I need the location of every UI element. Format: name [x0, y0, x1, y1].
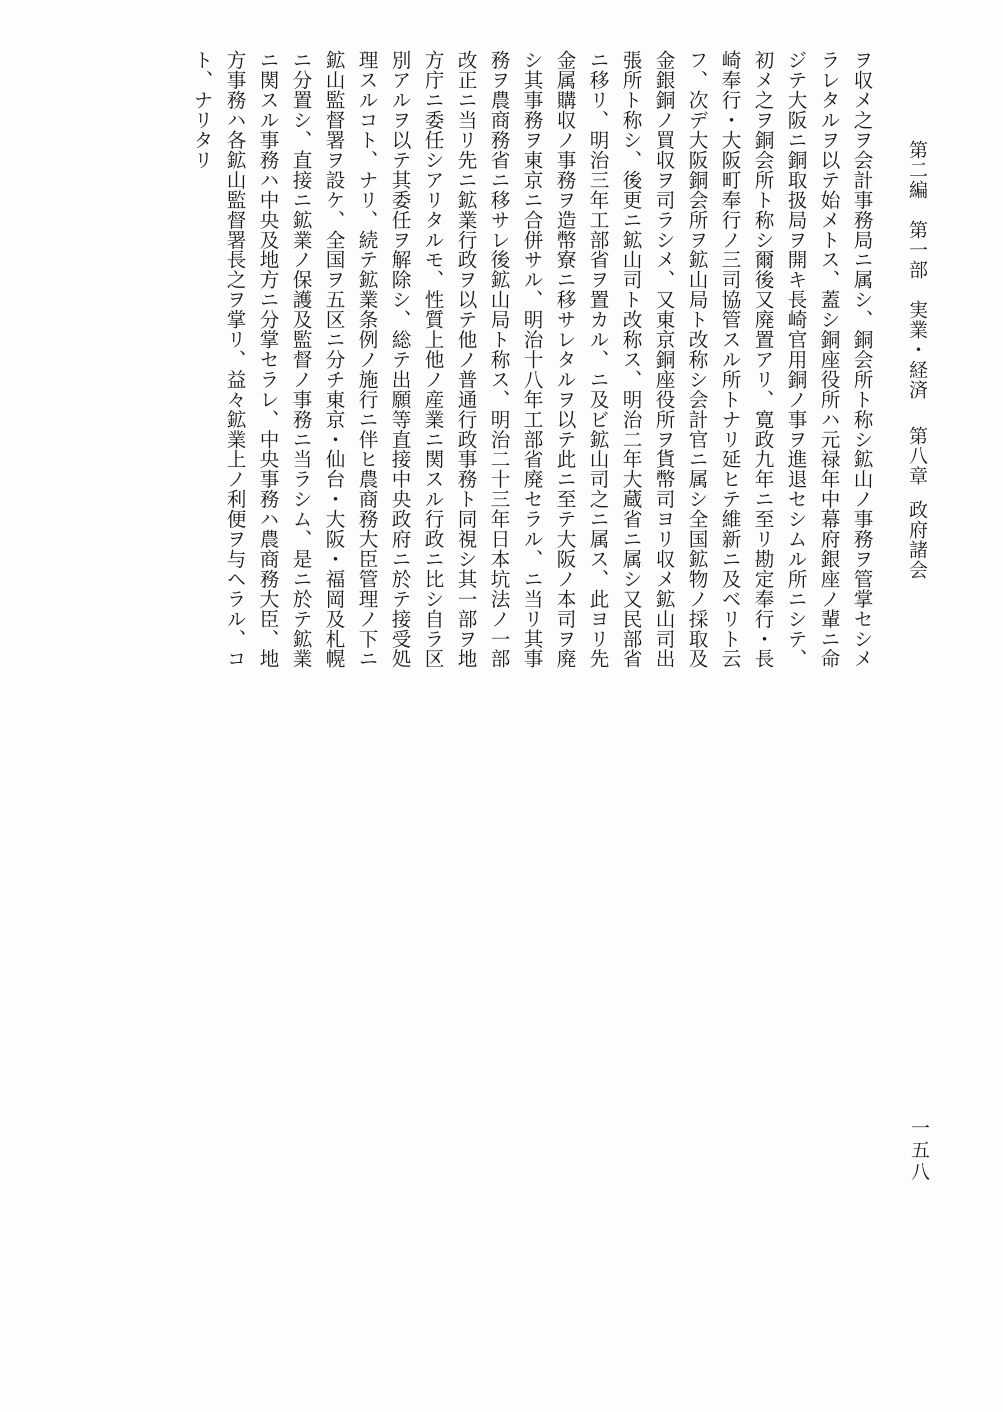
page-number: 一五八: [908, 1118, 930, 1184]
text-column: 金銀銅ノ買収ヲ司ラシメ、又東京銅座役所ヲ貨幣司ヨリ収メ鉱山司出: [652, 50, 675, 669]
text-column: ト、ナリタリ: [190, 50, 213, 170]
text-column: 理スルコト、ナリ、続テ鉱業条例ノ施行ニ伴ヒ農商務大臣管理ノ下ニ: [355, 50, 378, 669]
text-column: ヲ収メ之ヲ会計事務局ニ属シ、銅会所ト称シ鉱山ノ事務ヲ管掌セシメ: [850, 50, 873, 669]
text-column: ニ分置シ、直接ニ鉱業ノ保護及監督ノ事務ニ当ラシム、是ニ於テ鉱業: [289, 50, 312, 669]
header-title: 政府諸会: [906, 500, 928, 580]
text-column: 方庁ニ委任シアリタルモ、性質上他ノ産業ニ関スル行政ニ比シ自ラ区: [421, 50, 444, 669]
text-column: 改正ニ当リ先ニ鉱業行政ヲ以テ他ノ普通行政事務ト同視シ其一部ヲ地: [454, 50, 477, 669]
header-part: 第二編 第一部 実業・経済: [906, 140, 928, 400]
text-column: ニ関スル事務ハ中央及地方ニ分掌セラレ、中央事務ハ農商務大臣、地: [256, 50, 279, 669]
text-column: フ、次デ大阪銅会所ヲ鉱山局ト改称シ会計官ニ属シ全国鉱物ノ採取及: [685, 50, 708, 669]
text-column: 初メ之ヲ銅会所ト称シ爾後又廃置アリ、寛政九年ニ至リ勘定奉行・長: [751, 50, 774, 669]
header-chapter: 第八章: [906, 426, 928, 486]
text-column: 方事務ハ各鉱山監督署長之ヲ掌リ、益々鉱業上ノ利便ヲ与ヘラル、コ: [223, 50, 246, 669]
text-column: 務ヲ農商務省ニ移サレ後鉱山局ト称ス、明治二十三年日本坑法ノ一部: [487, 50, 510, 669]
text-column: 別アルヲ以テ其委任ヲ解除シ、総テ出願等直接中央政府ニ於テ接受処: [388, 50, 411, 669]
text-column: シ其事務ヲ東京ニ合併サル、明治十八年工部省廃セラル、ニ当リ其事: [520, 50, 543, 669]
text-column: ニ移リ、明治三年工部省ヲ置カル、ニ及ビ鉱山司之ニ属ス、此ヨリ先: [586, 50, 609, 669]
body-text: [110, 50, 878, 690]
text-column: ジテ大阪ニ銅取扱局ヲ開キ長崎官用銅ノ事ヲ進退セシムル所ニシテ、: [784, 50, 807, 669]
running-header: [900, 140, 934, 600]
text-column: 張所ト称シ、後更ニ鉱山司ト改称ス、明治二年大蔵省ニ属シ又民部省: [619, 50, 642, 669]
text-column: 鉱山監督署ヲ設ケ、全国ヲ五区ニ分チ東京・仙台・大阪・福岡及札幌: [322, 50, 345, 669]
text-column: 金属購収ノ事務ヲ造幣寮ニ移サレタルヲ以テ此ニ至テ大阪ノ本司ヲ廃: [553, 50, 576, 669]
text-column: ラレタルヲ以テ始メトス、蓋シ銅座役所ハ元禄年中幕府銀座ノ輩ニ命: [817, 50, 840, 669]
text-column: 崎奉行・大阪町奉行ノ三司協管スル所トナリ延ヒテ維新ニ及ベリト云: [718, 50, 741, 669]
